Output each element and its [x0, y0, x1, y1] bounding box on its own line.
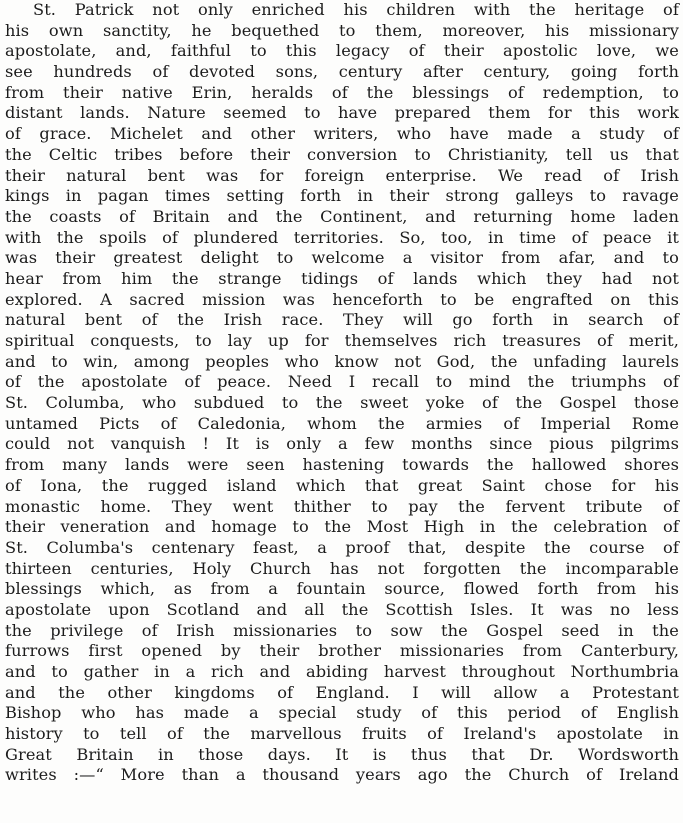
- text-line: of Iona, the rugged island which that great Saint chose for his: [5, 475, 679, 495]
- text-line: the coasts of Britain and the Continent, and returning home laden: [5, 206, 679, 226]
- text-line: untamed Picts of Caledonia, whom the armies of Imperial Rome: [5, 413, 679, 433]
- text-line: see hundreds of devoted sons, century after century, going forth: [5, 62, 679, 82]
- text-line: hear from him the strange tidings of lands which they had not: [5, 268, 679, 288]
- text-line: their veneration and homage to the Most High in the celebration of: [5, 517, 679, 537]
- text-line: natural bent of the Irish race. They will go forth in search of: [5, 310, 679, 330]
- text-line: spiritual conquests, to lay up for themselves rich treasures of merit,: [5, 331, 679, 350]
- text-line: monastic home. They went thither to pay the fervent tribute of: [5, 496, 679, 516]
- text-line: St. Patrick not only enriched his children with the heritage of: [33, 0, 679, 19]
- text-line: and the other kingdoms of England. I will allow a Protestant: [5, 682, 679, 702]
- text-line: from many lands were seen hastening towards the hallowed shores: [5, 455, 679, 475]
- text-line: could not vanquish ! It is only a few months since pious pilgrims: [5, 434, 679, 454]
- text-line: the Celtic tribes before their conversion to Christianity, tell us that: [5, 144, 679, 164]
- text-line: of grace. Michelet and other writers, who have made a study of: [5, 124, 679, 144]
- text-line: Bishop who has made a special study of this period of English: [5, 703, 679, 723]
- text-line: kings in pagan times setting forth in their strong galleys to ravage: [5, 186, 679, 206]
- text-line: St. Columba's centenary feast, a proof that, despite the course of: [5, 537, 679, 557]
- text-line: the privilege of Irish missionaries to sow the Gospel seed in the: [5, 620, 679, 640]
- text-line: history to tell of the marvellous fruits of Ireland's apostolate in: [5, 724, 679, 744]
- text-line: and to win, among peoples who know not God, the unfading laurels: [5, 351, 679, 371]
- paragraph: [5, 0, 679, 786]
- text-line: blessings which, as from a fountain source, flowed forth from his: [5, 579, 679, 599]
- text-line: distant lands. Nature seemed to have prepared them for this work: [5, 103, 679, 123]
- text-line: their natural bent was for foreign enterprise. We read of Irish: [5, 165, 679, 185]
- text-line: and to gather in a rich and abiding harvest throughout Northumbria: [5, 662, 679, 681]
- text-line: his own sanctity, he bequethed to them, moreover, his missionary: [5, 20, 679, 40]
- text-line: from their native Erin, heralds of the blessings of redemption, to: [5, 82, 679, 102]
- text-line: furrows first opened by their brother missionaries from Canterbury,: [5, 641, 679, 661]
- text-line: Great Britain in those days. It is thus that Dr. Wordsworth: [5, 744, 679, 764]
- text-line: with the spoils of plundered territories. So, too, in time of peace it: [5, 227, 679, 247]
- text-line: apostolate upon Scotland and all the Scottish Isles. It was no less: [5, 599, 679, 619]
- text-line: apostolate, and, faithful to this legacy of their apostolic love, we: [5, 41, 679, 61]
- text-line: of the apostolate of peace. Need I recall to mind the triumphs of: [5, 372, 679, 392]
- text-line: thirteen centuries, Holy Church has not forgotten the incomparable: [5, 558, 679, 578]
- text-line: writes :—“ More than a thousand years ago the Church of Ireland: [5, 765, 679, 785]
- text-line: was their greatest delight to welcome a visitor from afar, and to: [5, 248, 679, 268]
- text-line: St. Columba, who subdued to the sweet yoke of the Gospel those: [5, 393, 679, 413]
- text-line: explored. A sacred mission was henceforth to be engrafted on this: [5, 289, 679, 309]
